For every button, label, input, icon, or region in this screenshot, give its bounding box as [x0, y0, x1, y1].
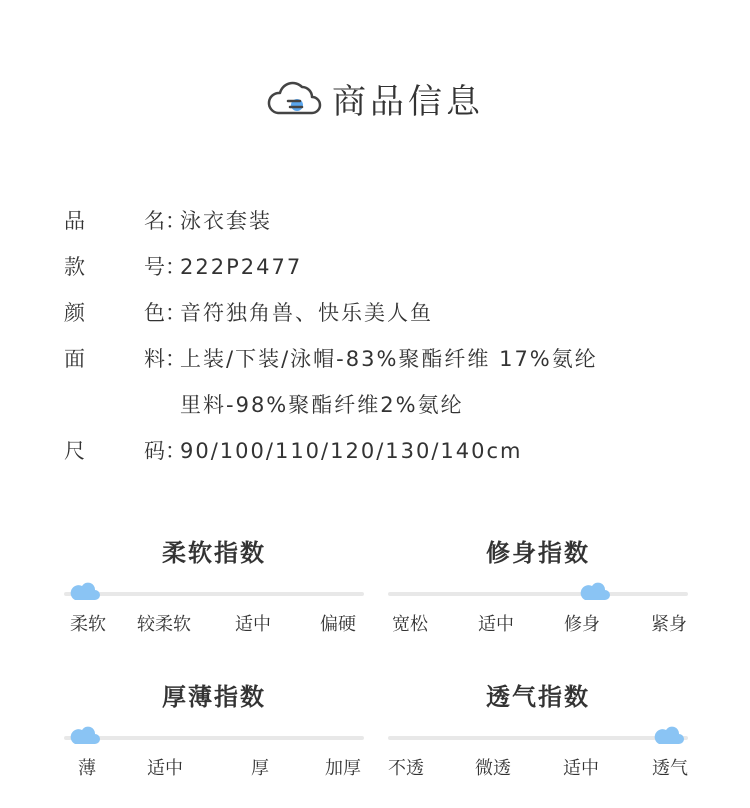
index-label: 适中	[563, 758, 599, 779]
info-value: 上装/下装/泳帽-83%聚酯纤维 17%氨纶	[180, 347, 598, 371]
info-label: 颜	[64, 301, 85, 325]
index-label: 柔软	[70, 614, 106, 635]
info-row-size	[64, 428, 704, 474]
index-track	[64, 592, 364, 596]
index-label: 厚	[251, 758, 269, 779]
info-value: 222P2477	[180, 255, 303, 279]
info-label: 色：	[144, 301, 186, 325]
index-track	[388, 736, 688, 740]
index-label: 适中	[147, 758, 183, 779]
index-label: 较柔软	[137, 614, 191, 635]
info-label: 款	[64, 255, 85, 279]
info-row-color	[64, 290, 704, 336]
product-info-list	[64, 198, 704, 474]
index-labels	[64, 610, 364, 634]
info-value: 泳衣套装	[180, 209, 272, 233]
fit-index	[388, 538, 688, 634]
cloud-marker-icon	[70, 581, 100, 601]
info-row-sku	[64, 244, 704, 290]
section-header	[0, 74, 750, 123]
info-label: 号：	[144, 255, 186, 279]
section-title: 商品信息	[332, 82, 484, 122]
index-label: 微透	[475, 758, 511, 779]
index-label: 不透	[388, 758, 424, 779]
index-label: 紧身	[651, 614, 687, 635]
index-title: 修身指数	[486, 539, 590, 567]
info-value: 里料-98%聚酯纤维2%氨纶	[180, 393, 464, 417]
softness-index	[64, 538, 364, 634]
index-title: 透气指数	[486, 683, 590, 711]
info-value: 音符独角兽、快乐美人鱼	[180, 301, 433, 325]
index-label: 偏硬	[320, 614, 356, 635]
breathability-index	[388, 682, 688, 778]
index-label: 加厚	[325, 758, 361, 779]
cloud-marker-icon	[70, 725, 100, 745]
cloud-marker-icon	[654, 725, 684, 745]
index-title: 柔软指数	[162, 539, 266, 567]
info-label: 名：	[144, 209, 186, 233]
info-row-name	[64, 198, 704, 244]
info-row-material	[64, 336, 704, 382]
index-label: 薄	[78, 758, 96, 779]
thickness-index	[64, 682, 364, 778]
index-label: 宽松	[392, 614, 428, 635]
cloud-marker-icon	[580, 581, 610, 601]
index-label: 适中	[478, 614, 514, 635]
index-label: 修身	[564, 614, 600, 635]
index-label: 透气	[652, 758, 688, 779]
info-label: 码：	[144, 439, 186, 463]
index-labels	[388, 610, 688, 634]
info-value: 90/100/110/120/130/140cm	[180, 439, 523, 463]
index-label: 适中	[235, 614, 271, 635]
index-title: 厚薄指数	[162, 683, 266, 711]
index-track	[64, 736, 364, 740]
info-row-lining	[64, 382, 704, 428]
info-label: 料：	[144, 347, 186, 371]
info-label: 面	[64, 347, 85, 371]
info-label: 品	[64, 209, 85, 233]
index-track	[388, 592, 688, 596]
cloud-icon	[266, 77, 322, 121]
index-labels	[64, 754, 364, 778]
index-labels	[388, 754, 688, 778]
info-label: 尺	[64, 439, 85, 463]
